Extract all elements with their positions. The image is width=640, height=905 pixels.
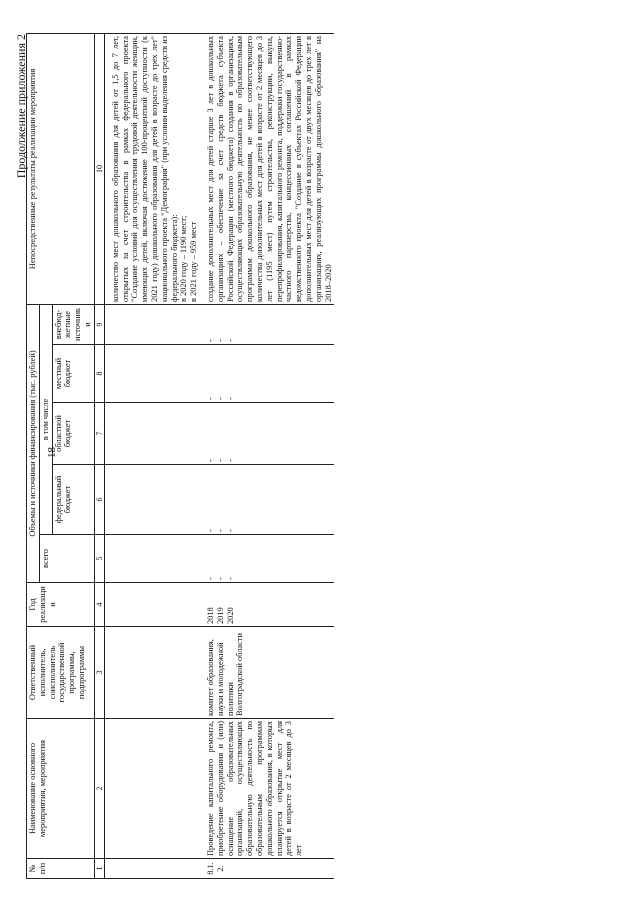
col-result-header: Непосредственные результаты реализации мероприятия — [27, 33, 95, 304]
carry-result-cell — [104, 33, 200, 304]
column-number: 8 — [94, 345, 104, 403]
rotated-content — [10, 10, 630, 895]
table-row — [200, 33, 334, 878]
result-text: создание дополнительных мест для детей старше 3 лет в дошкольных организациях – обеспечение за счет средств бюджета субъекта Российской Федерации (местного бюджета) создания в организациях, осуществляющих образовательную деятельность по образовательным программам дошкольного образования, не менее соответствующего количества дополнительных мест для детей в возрасте от 2 месяцев до 3 лет (1195 мест) путем строительства, реконструкции, выкупа, перепрофилирования, капитального ремонта, поддержки государственно-частного партнерства, концессионных соглашений в рамках ведомственного проекта "Создание в субъектах Российской Федерации дополнительных мест для детей в возрасте от двух месяцев до трех лет в организациях, реализующих программы дошкольного образования" на 2018–2020 — [200, 33, 334, 304]
column-number-row — [94, 33, 104, 878]
row-number: 8.1.2. — [200, 859, 334, 879]
continuation-title: Продолжение приложения 2 — [14, 34, 28, 179]
local-values: - - - — [200, 345, 334, 403]
column-number: 6 — [94, 465, 104, 535]
col-funding-header: Объемы и источники финансирования (тыс. рублей) — [27, 304, 40, 582]
years — [200, 583, 334, 627]
column-number: 2 — [94, 719, 104, 859]
total-values: - - - — [200, 535, 334, 583]
carry-result-text: количество мест дошкольного образования для детей от 1,5 до 7 лет, открытых за счет строительства в рамках федерального проекта "Создание условий для осуществления трудовой деятельности женщин, имеющих детей, включая достижение 100-процентной доступности (к 2021 году) дошкольного образования для детей в возрасте до трех лет" национального проекта "Демография" (при условии выделения средств из федерального бюджета): — [110, 35, 179, 302]
carry-result-2020: в 2020 году – 1190 мест; — [179, 215, 189, 302]
column-number: 1 — [94, 859, 104, 879]
funding-table — [26, 33, 334, 879]
column-number: 4 — [94, 583, 104, 627]
column-number: 3 — [94, 627, 104, 719]
offbudget-values: - - - — [200, 304, 334, 344]
measure-name: Проведение капитального ремонта, приобретение оборудования и (или) оснащение образовательных организаций, осуществляющих образовательную деятельность по образовательным программам дошкольного образования, в которых планируется открытие мест для детей в возрасте от 2 месяцев до 3 лет — [200, 719, 334, 859]
column-number: 9 — [94, 304, 104, 344]
column-number: 5 — [94, 535, 104, 583]
col-local-header: местный бюджет — [52, 345, 94, 403]
col-year-header: Год реализации — [27, 583, 95, 627]
federal-values: - - - — [200, 465, 334, 535]
carry-over-row — [104, 33, 200, 878]
col-including-header: в том числе — [39, 304, 52, 534]
col-offbudget-header: внебюд-жетные источники — [52, 304, 94, 344]
col-executor-header: Ответственный исполнитель, соисполнитель государственной программы, подпрограммы — [27, 627, 95, 719]
page-number: 18 — [46, 447, 58, 458]
year-item: 2018 — [205, 607, 215, 624]
col-federal-header: федеральный бюджет — [52, 465, 94, 535]
col-total-header: всего — [39, 535, 94, 583]
year-item: 2020 — [225, 607, 235, 624]
col-regional-header: областной бюджет — [52, 403, 94, 465]
executor: комитет образования, науки и молодежной политики Волгоградской области — [200, 627, 334, 719]
carry-result-2021: в 2021 году – 959 мест — [189, 221, 199, 302]
column-number: 7 — [94, 403, 104, 465]
col-no-header: № п/п — [27, 859, 95, 879]
col-name-header: Наименование основного мероприятия, мероприятия — [27, 719, 95, 859]
year-item: 2019 — [215, 607, 225, 624]
regional-values: - - - — [200, 403, 334, 465]
column-number: 10 — [94, 33, 104, 304]
